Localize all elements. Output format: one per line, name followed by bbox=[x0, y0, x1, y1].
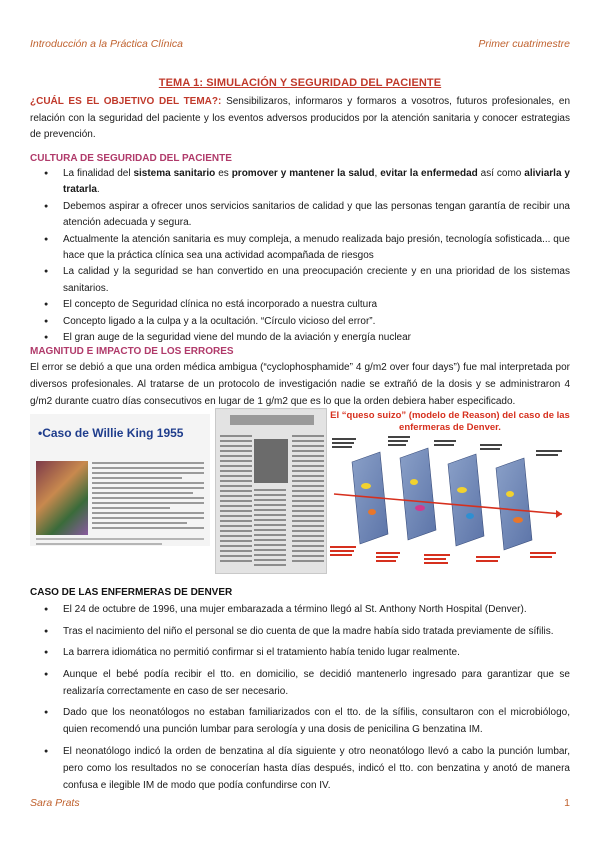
denver-heading: CASO DE LAS ENFERMERAS DE DENVER bbox=[30, 587, 233, 598]
bold-run: evitar la enfermedad bbox=[380, 168, 478, 179]
list-item: ● Dado que los neonatólogos no estaban familiarizados con el tto. de la sífilis, consultaron con el microbiólogo, quien recomendó una punción lumbar para serología y una dosis de penicilina G benzatina IM. bbox=[30, 704, 570, 738]
text-run: es bbox=[215, 168, 232, 179]
newspaper-column bbox=[220, 435, 252, 565]
magnitud-heading: MAGNITUD E IMPACTO DE LOS ERRORES bbox=[30, 346, 234, 357]
diagram-callouts bbox=[332, 436, 562, 456]
list-item: ● El neonatólogo indicó la orden de benzatina al día siguiente y otro neonatólogo llevó a cabo la punción lumbar, pero como los resultados no se conocerían hasta días después, indicó el tto. con benzatina y anotó de manera confusa e ilegible IM de modo que podía confundirse con IV. bbox=[30, 743, 570, 794]
list-item: ● Actualmente la atención sanitaria es muy compleja, a menudo realizada bajo presión, tecnología sofisticada... que hace que la práctica clínica sea una actividad acompañada de riesgos bbox=[30, 232, 570, 265]
bold-run: promover y mantener la salud bbox=[231, 168, 375, 179]
arrowhead-icon bbox=[556, 510, 562, 518]
list-item: ● El 24 de octubre de 1996, una mujer embarazada a término llegó al St. Anthony North Hospital (Denver). bbox=[30, 601, 570, 618]
document-title: TEMA 1: SIMULACIÓN Y SEGURIDAD DEL PACIENTE bbox=[158, 77, 442, 89]
page-number: 1 bbox=[564, 797, 570, 809]
list-item: ● La calidad y la seguridad se han convertido en una preocupación creciente y en una prioridad de los sistemas sanitarios. bbox=[30, 264, 570, 297]
header-term: Primer cuatrimestre bbox=[478, 38, 570, 50]
willie-king-slide bbox=[30, 414, 210, 546]
text-run: así como bbox=[477, 168, 525, 179]
cheese-slices bbox=[352, 448, 532, 550]
swiss-cheese-title bbox=[330, 410, 570, 434]
swiss-cheese-diagram bbox=[330, 434, 570, 574]
swiss-cheese-title-line: enfermeras de Denver. bbox=[399, 422, 501, 433]
text-run: . bbox=[96, 184, 100, 196]
list-item: ● Debemos aspirar a ofrecer unos servicios sanitarios de calidad y que las personas tengan garantía de recibir una atención adecuada y segura. bbox=[30, 199, 570, 232]
text-run: , bbox=[374, 168, 381, 179]
newspaper-column bbox=[254, 489, 286, 569]
header-course: Introducción a la Práctica Clínica bbox=[30, 38, 183, 50]
cultura-list bbox=[30, 166, 570, 346]
intro-text: Sensibilizaros, informaros y formaros a vosotros, futuros profesionales, en relación con la seguridad del paciente y los eventos adversos producidos por la atención sanitaria y conocer estrategias de prevención. bbox=[30, 96, 571, 140]
list-item: ● Tras el nacimiento del niño el personal se dio cuenta de que la madre había sido tratada previamente de sífilis. bbox=[30, 623, 570, 640]
swiss-cheese-title-line: El “queso suizo” (modelo de Reason) del caso de las bbox=[330, 410, 570, 421]
bold-run: sistema sanitario bbox=[133, 168, 216, 179]
intro-question: ¿CUÁL ES EL OBJETIVO DEL TEMA?: bbox=[30, 96, 222, 107]
newspaper-clipping bbox=[215, 408, 327, 574]
newspaper-masthead bbox=[230, 415, 314, 425]
swiss-cheese-model-slide bbox=[330, 408, 570, 574]
list-item bbox=[30, 166, 570, 199]
magnitud-paragraph: El error se debió a que una orden médica ambigua (“cyclophosphamide” 4 g/m2 over four days”) fue mal interpretada por diversos profesionales. Al tratarse de un protocolo de investigación nadie se extrañó de la dosis y se administraron 4 g/m2 durante cuatro días consecutivos en lugar de 1 g/m2 que es lo que la orden debiera haber especificado. bbox=[30, 362, 570, 407]
footer-author: Sara Prats bbox=[30, 797, 80, 809]
list-item: ● El concepto de Seguridad clínica no está incorporado a nuestra cultura bbox=[30, 297, 570, 313]
page-footer bbox=[30, 797, 570, 809]
cultura-heading: CULTURA DE SEGURIDAD DEL PACIENTE bbox=[30, 153, 232, 164]
intro-paragraph bbox=[30, 94, 570, 144]
newspaper-column bbox=[292, 435, 324, 565]
list-item: ● Aunque el bebé podía recibir el tto. en domicilio, se decidió mantenerlo ingresado para garantizar que se realizaría correctamente en caso de ser necesario. bbox=[30, 666, 570, 700]
protest-photo bbox=[36, 461, 88, 535]
bold-run: aliviarla y tratarla bbox=[63, 168, 570, 196]
willie-king-caption: •Caso de Willie King 1955 bbox=[38, 426, 184, 440]
list-item: ● La barrera idiomática no permitió confirmar si el tratamiento había tenido lugar realmente. bbox=[30, 644, 570, 661]
text-run: La finalidad del bbox=[63, 168, 134, 179]
list-item: ● El gran auge de la seguridad viene del mundo de la aviación y energía nuclear bbox=[30, 330, 570, 346]
diagram-failure-labels bbox=[330, 546, 556, 564]
list-item: ● Concepto ligado a la culpa y a la ocultación. “Círculo vicioso del error”. bbox=[30, 314, 570, 330]
slide-text-footer bbox=[36, 538, 204, 548]
denver-list bbox=[30, 601, 570, 798]
newspaper-photo bbox=[254, 439, 288, 483]
figures-row bbox=[30, 408, 570, 574]
slide-text-block bbox=[92, 462, 204, 532]
page-header bbox=[30, 38, 570, 50]
